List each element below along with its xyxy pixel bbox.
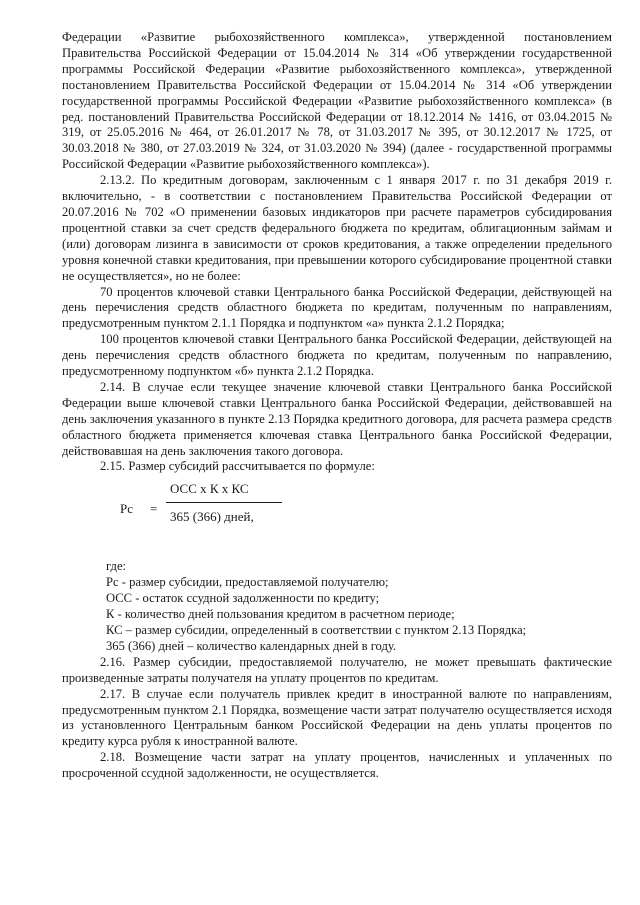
formula-denominator: 365 (366) дней, [170,509,254,525]
formula-lhs: Рс [120,501,133,517]
formula-equals: = [150,501,158,517]
fraction-bar [166,502,282,503]
formula-numerator: ОСС х К х КС [170,481,249,497]
definition-oss: ОСС - остаток ссудной задолженности по кредиту; [106,591,380,606]
subsidy-formula [62,477,612,559]
paragraph-program-reference: Федерации «Развитие рыбохозяйственного комплекса», утвержденной постановлением Правительства Российской Федерации от 15.04.2014 № 314 «Об утверждении государственной программы Российской Федерации «Развитие рыбохозяйственного комплекса», утвержденной постановлением Правительства Российской Федерации от 15.04.2014 № 314 «Об утверждении государственной программы Российской Федерации «Развитие рыбохозяйственного комплекса» (в ред. постановлений Правительства Российской Федерации от 18.12.2014 № 1416, от 03.04.2015 № 319, от 25.05.2016 № 464, от 26.01.2017 № 78, от 31.03.2017 № 395, от 30.12.2017 № 1725, от 30.03.2018 № 380, от 27.03.2019 № 324, от 31.03.2020 № 394) (далее - государственной программы Российской Федерации «Развитие рыбохозяйственного комплекса»). [62,30,612,172]
paragraph-2-13-2: 2.13.2. По кредитным договорам, заключенным с 1 января 2017 г. по 31 декабря 2019 г. включительно, - в соответствии с постановлением Правительства Российской Федерации от 20.07.2016 № 702 «О применении базовых индикаторов при расчете параметров субсидирования процентной ставки за счет средств федерального бюджета по кредитам, облигационным займам и (или) договорам лизинга в зависимости от сроков кредитования, а также определении предельного уровня конечной ставки кредитования, при превышении которого субсидирование процентной ставки не осуществляется», но не более: [62,173,612,283]
definition-days: 365 (366) дней – количество календарных дней в году. [106,638,397,653]
paragraph-2-14: 2.14. В случае если текущее значение ключевой ставки Центрального банка Российской Федерации выше ключевой ставки Центрального банка Российской Федерации, действовавшей на день заключения указанного в пункте 2.13 Порядка кредитного договора, для расчета размера средств областного бюджета применяется ключевая ставка Центрального банка Российской Федерации, действовавшая на день заключения такого договора. [62,379,612,458]
paragraph-2-17: 2.17. В случае если получатель привлек кредит в иностранной валюте по направлениям, предусмотренным пунктом 2.1 Порядка, возмещение части затрат получателю осуществляется исходя из установленного Центральным банком Российской Федерации на день уплаты процентов по кредиту курса рубля к иностранной валюте. [62,686,612,749]
where-label: где: [106,559,127,574]
paragraph-2-15: 2.15. Размер субсидий рассчитывается по формуле: [100,459,375,474]
document-page [62,30,612,782]
paragraph-70-percent: 70 процентов ключевой ставки Центрального банка Российской Федерации, действующей на день перечисления средств областного бюджета по кредитам, полученным по направлениям, предусмотренным пунктом 2.1.1 Порядка и подпунктом «а» пункта 2.1.2 Порядка; [62,284,612,331]
definition-ks: КС – размер субсидии, определенный в соответствии с пунктом 2.13 Порядка; [106,623,527,637]
definition-rs: Рс - размер субсидии, предоставляемой получателю; [106,575,389,590]
paragraph-100-percent: 100 процентов ключевой ставки Центрального банка Российской Федерации, действующей на день перечисления средств областного бюджета по кредитам, полученным по направлению, предусмотренному подпунктом «б» пункта 2.1.2 Порядка. [62,332,612,379]
definition-k: К - количество дней пользования кредитом в расчетном периоде; [106,607,455,622]
paragraph-2-18: 2.18. Возмещение части затрат на уплату процентов, начисленных и уплаченных по просроченной ссудной задолженности, не осуществляется. [62,750,612,781]
paragraph-2-16: 2.16. Размер субсидии, предоставляемой получателю, не может превышать фактические произведенные затраты получателя на уплату процентов по кредитам. [62,654,612,685]
